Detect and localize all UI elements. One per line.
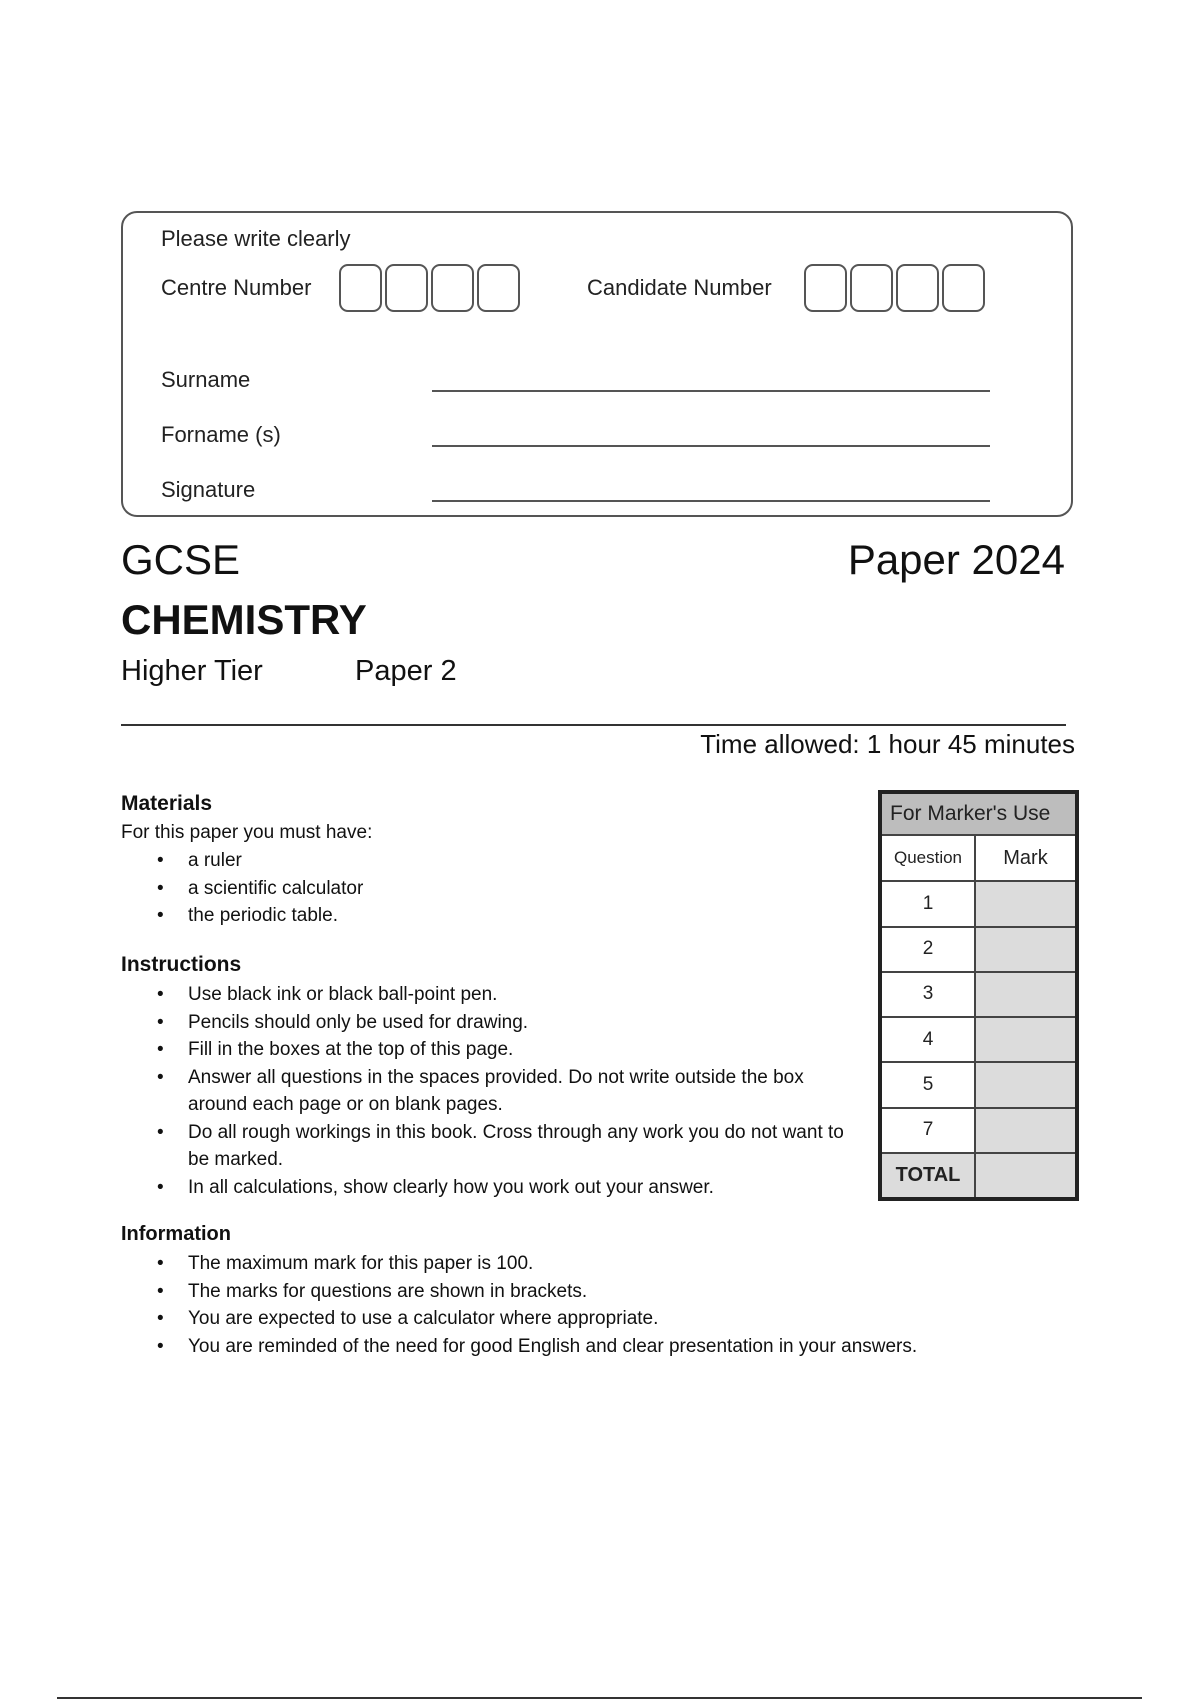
materials-heading: Materials (121, 792, 213, 815)
centre-digit-box[interactable] (339, 264, 382, 312)
exam-level: GCSE (121, 536, 241, 583)
mark-cell[interactable] (975, 972, 1077, 1017)
question-number: 4 (880, 1017, 975, 1062)
table-row (880, 972, 1077, 1017)
surname-line[interactable] (432, 390, 990, 392)
list-item: • the periodic table. (121, 902, 821, 930)
write-clearly-instruction: Please write clearly (161, 226, 351, 251)
title-divider (121, 724, 1066, 726)
forename-label: Forname (s) (161, 422, 281, 447)
signature-label: Signature (161, 477, 256, 502)
question-number: 2 (880, 927, 975, 972)
mark-cell[interactable] (975, 1017, 1077, 1062)
list-item: • Use black ink or black ball-point pen. (121, 981, 856, 1009)
list-item: • Pencils should only be used for drawing. (121, 1009, 856, 1037)
list-item: • The maximum mark for this paper is 100. (121, 1250, 1121, 1278)
list-item: • Fill in the boxes at the top of this page. (121, 1036, 856, 1064)
instructions-heading: Instructions (121, 953, 242, 976)
information-list (121, 1250, 1121, 1360)
mark-cell[interactable] (975, 881, 1077, 926)
instructions-list (121, 981, 856, 1201)
list-item: • In all calculations, show clearly how you work out your answer. (121, 1174, 856, 1202)
tier-label: Higher Tier (121, 655, 263, 687)
question-number: 7 (880, 1108, 975, 1153)
table-row (880, 1062, 1077, 1107)
paper-number: Paper 2 (355, 655, 457, 687)
candidate-digit-box[interactable] (942, 264, 985, 312)
list-item: • The marks for questions are shown in brackets. (121, 1278, 1121, 1306)
mark-cell[interactable] (975, 927, 1077, 972)
paper-year: Paper 2024 (847, 536, 1065, 583)
list-item: • You are expected to use a calculator where appropriate. (121, 1305, 1121, 1333)
list-item: • Answer all questions in the spaces provided. Do not write outside the box around each page or on blank pages. (121, 1064, 856, 1119)
candidate-number-boxes (804, 264, 988, 312)
mark-cell[interactable] (975, 1108, 1077, 1153)
total-mark-cell[interactable] (975, 1153, 1077, 1199)
table-row (880, 881, 1077, 926)
question-column-header: Question (880, 835, 975, 881)
centre-digit-box[interactable] (477, 264, 520, 312)
table-row (880, 792, 1077, 835)
mark-cell[interactable] (975, 1062, 1077, 1107)
candidate-digit-box[interactable] (804, 264, 847, 312)
list-item: • You are reminded of the need for good English and clear presentation in your answers. (121, 1333, 1121, 1361)
candidate-number-label: Candidate Number (587, 275, 772, 300)
question-number: 1 (880, 881, 975, 926)
candidate-digit-box[interactable] (896, 264, 939, 312)
candidate-details-box (121, 211, 1073, 517)
table-row (880, 1153, 1077, 1199)
centre-digit-box[interactable] (431, 264, 474, 312)
time-allowed: Time allowed: 1 hour 45 minutes (700, 729, 1075, 759)
mark-column-header: Mark (975, 835, 1077, 881)
centre-number-label: Centre Number (161, 275, 312, 300)
list-item: • a ruler (121, 847, 821, 875)
table-row (880, 927, 1077, 972)
materials-list (121, 847, 821, 930)
surname-label: Surname (161, 367, 251, 392)
marker-table-title: For Marker's Use (880, 792, 1077, 835)
centre-digit-box[interactable] (385, 264, 428, 312)
materials-intro: For this paper you must have: (121, 822, 373, 843)
question-number: 3 (880, 972, 975, 1017)
table-row (880, 835, 1077, 881)
list-item: • a scientific calculator (121, 875, 821, 903)
subject-title: CHEMISTRY (121, 596, 367, 643)
table-row (880, 1017, 1077, 1062)
forename-line[interactable] (432, 445, 990, 447)
marker-table (878, 790, 1079, 1201)
total-label: TOTAL (880, 1153, 975, 1199)
footer-divider (57, 1697, 1142, 1699)
centre-number-boxes (339, 264, 523, 312)
table-row (880, 1108, 1077, 1153)
question-number: 5 (880, 1062, 975, 1107)
signature-line[interactable] (432, 500, 990, 502)
list-item: • Do all rough workings in this book. Cross through any work you do not want to be marked. (121, 1119, 856, 1174)
information-heading: Information (121, 1223, 231, 1245)
candidate-digit-box[interactable] (850, 264, 893, 312)
